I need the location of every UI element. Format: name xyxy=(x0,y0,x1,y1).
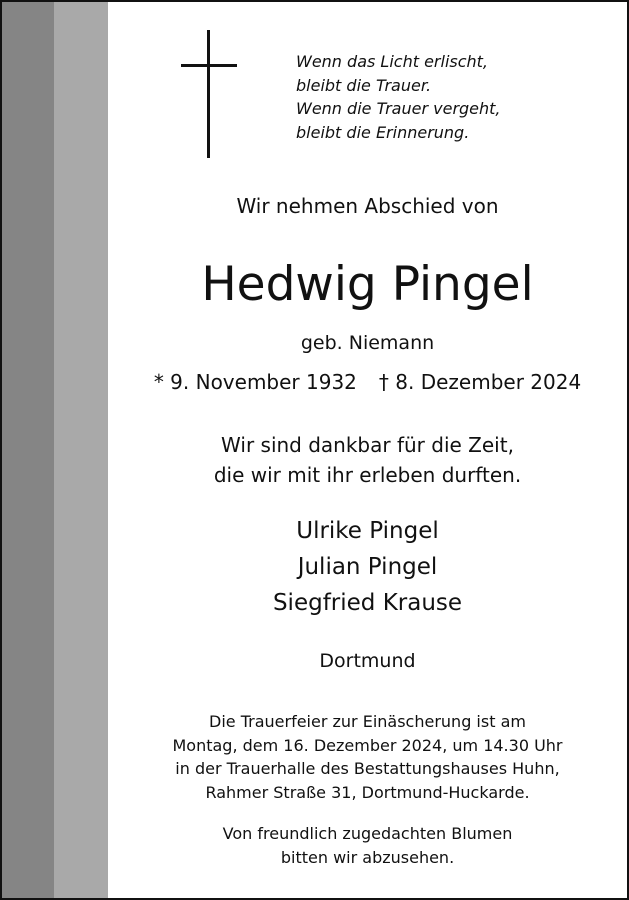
life-dates xyxy=(108,370,627,394)
birth-date: * 9. November 1932 xyxy=(153,370,357,394)
mourners-list xyxy=(108,513,627,621)
gratitude-quote xyxy=(108,430,627,490)
deceased-name: Hedwig Pingel xyxy=(201,257,534,312)
place: Dortmund xyxy=(319,650,416,672)
mourner-name: Julian Pingel xyxy=(297,554,438,580)
intro-text: Wir nehmen Abschied von xyxy=(236,194,499,218)
mourner-name: Ulrike Pingel xyxy=(296,518,439,544)
left-stripe-light xyxy=(54,2,108,898)
flowers-line: bitten wir abzusehen. xyxy=(280,847,455,867)
service-line: Montag, dem 16. Dezember 2024, um 14.30 Uhr xyxy=(172,735,563,755)
poem xyxy=(296,50,501,144)
quote-line: die wir mit ihr erleben durften. xyxy=(213,463,522,487)
flowers-note xyxy=(108,822,627,869)
poem-line: Wenn die Trauer vergeht, xyxy=(296,99,501,118)
service-line: Rahmer Straße 31, Dortmund-Huckarde. xyxy=(205,782,530,802)
left-stripe-dark xyxy=(2,2,54,898)
poem-line: bleibt die Trauer. xyxy=(296,75,432,95)
service-line: in der Trauerhalle des Bestattungshauses Huhn, xyxy=(175,759,560,778)
quote-line: Wir sind dankbar für die Zeit, xyxy=(221,433,514,457)
obituary-content xyxy=(108,2,627,898)
service-line: Die Trauerfeier zur Einäscherung ist am xyxy=(209,712,526,731)
cross-icon xyxy=(181,30,237,158)
funeral-service-info xyxy=(108,710,627,804)
poem-line: Wenn das Licht erlischt, xyxy=(296,52,489,71)
poem-line: bleibt die Erinnerung. xyxy=(296,122,470,142)
maiden-name: geb. Niemann xyxy=(300,332,435,354)
flowers-line: Von freundlich zugedachten Blumen xyxy=(222,824,513,843)
death-date: † 8. Dezember 2024 xyxy=(378,370,582,394)
mourner-name: Siegfried Krause xyxy=(272,590,463,616)
